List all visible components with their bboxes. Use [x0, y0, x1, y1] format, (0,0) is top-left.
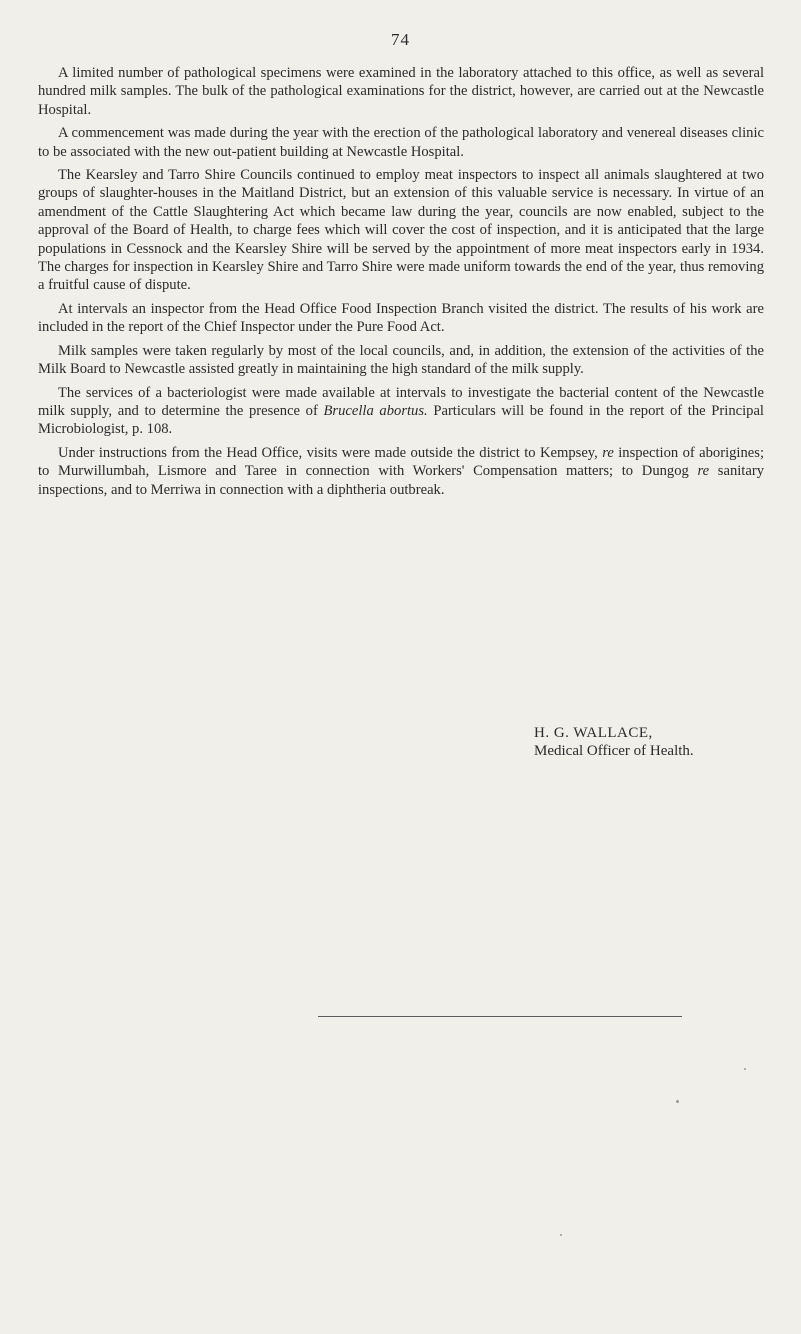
instructions-text-3: sanitary inspections, and to Merriwa in connection with a diphtheria outbreak.	[38, 463, 764, 498]
signature-block	[534, 724, 694, 760]
bacteriologist-text-end: Particulars will be found in the report of the Principal Microbiologist, p. 108.	[38, 402, 764, 438]
paragraph-laboratory-commencement: A commencement was made during the year with the erection of the pathological laboratory and venereal diseases clinic to be associated with the new out-patient building at Newcastle Hospital.	[38, 125, 764, 160]
re-term-2: re	[697, 463, 710, 480]
horizontal-rule	[318, 1016, 682, 1017]
paper-speck	[676, 1100, 679, 1103]
paragraph-instructions	[38, 444, 764, 499]
report-body	[38, 64, 764, 504]
instructions-text-2: inspection of aborigines; to Murwillumbah, Lismore and Taree in connection with Workers' Compensation matters; to Dungog	[38, 444, 764, 480]
paragraph-meat-inspectors: The Kearsley and Tarro Shire Councils continued to employ meat inspectors to inspect all animals slaughtered at two groups of slaughter-houses in the Maitland District, but an extension of this valuable service is necessary. In virtue of an amendment of the Cattle Slaughtering Act which became law during the year, councils are now enabled, subject to the approval of the Board of Health, to charge fees which will cover the cost of inspection, and it is anticipated that the large populations in Cessnock and the Kearsley Shire will be served by the appointment of more meat inspectors early in 1934. The charges for inspection in Kearsley Shire and Tarro Shire were made uniform towards the end of the year, thus removing a fruitful cause of dispute.	[38, 167, 764, 294]
paragraph-pathological-specimens: A limited number of pathological specimens were examined in the laboratory attached to this office, as well as several hundred milk samples. The bulk of the pathological examinations for the district, however, are carried out at the Newcastle Hospital.	[38, 65, 764, 118]
species-name: Brucella abortus.	[323, 402, 428, 419]
re-term-1: re	[602, 444, 614, 461]
signatory-name: H. G. WALLACE,	[534, 725, 653, 741]
bacteriologist-text-start: The services of a bacteriologist were made available at intervals to investigate the bacterial content of the Newcastle milk supply, and to determine the presence of	[38, 384, 764, 419]
signatory-title: Medical Officer of Health.	[534, 743, 694, 759]
paper-speck	[744, 1068, 746, 1070]
paragraph-milk-samples: Milk samples were taken regularly by most of the local councils, and, in addition, the extension of the activities of the Milk Board to Newcastle assisted greatly in maintaining the high standard of the milk supply.	[38, 342, 764, 378]
paper-speck	[560, 1234, 562, 1236]
paragraph-food-inspection: At intervals an inspector from the Head Office Food Inspection Branch visited the district. The results of his work are included in the report of the Chief Inspector under the Pure Food Act.	[38, 300, 764, 336]
instructions-text-1: Under instructions from the Head Office, visits were made outside the district to Kempsey,	[58, 444, 603, 461]
page-number: 74	[391, 30, 410, 49]
paragraph-bacteriologist	[38, 384, 764, 439]
